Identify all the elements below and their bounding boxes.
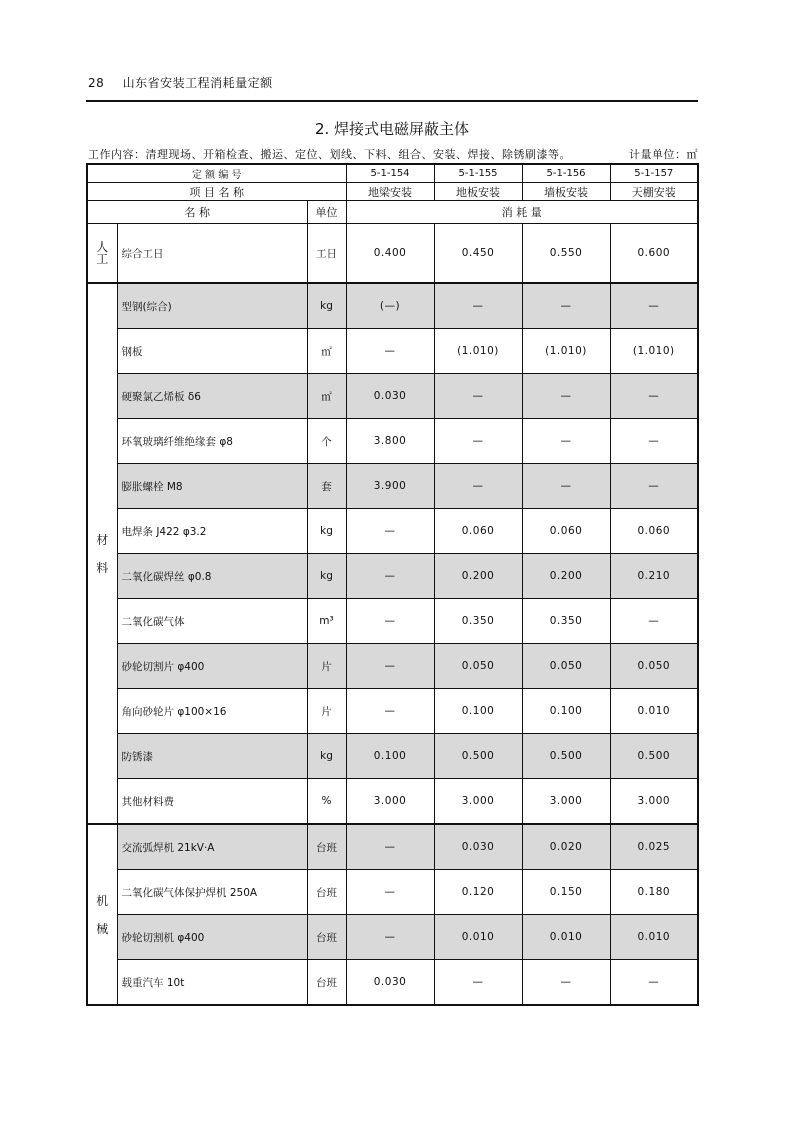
table-row bbox=[87, 599, 698, 644]
consumption-value: 0.030 bbox=[434, 824, 522, 870]
category-material-bottom bbox=[87, 554, 117, 825]
measurement-unit: 计量单位：㎡ bbox=[629, 148, 698, 161]
resource-name: 综合工日 bbox=[117, 224, 307, 284]
consumption-value: — bbox=[346, 509, 434, 554]
consumption-value: 3.000 bbox=[434, 779, 522, 825]
consumption-value: — bbox=[434, 960, 522, 1006]
consumption-value: — bbox=[346, 554, 434, 599]
resource-unit: m³ bbox=[307, 599, 346, 644]
section-title: 2. 焊接式电磁屏蔽主体 bbox=[314, 120, 470, 138]
table-row bbox=[87, 419, 698, 464]
consumption-value: — bbox=[434, 419, 522, 464]
resource-unit: 套 bbox=[307, 464, 346, 509]
consumption-value: (1.010) bbox=[610, 329, 698, 374]
consumption-value: 0.030 bbox=[346, 960, 434, 1006]
table-row bbox=[87, 734, 698, 779]
consumption-value: 0.350 bbox=[434, 599, 522, 644]
column-header-row bbox=[87, 201, 698, 224]
consumption-value: 0.120 bbox=[434, 870, 522, 915]
consumption-value: 0.150 bbox=[522, 870, 610, 915]
item-cell: 地梁安装 bbox=[346, 183, 434, 201]
consumption-value: — bbox=[346, 689, 434, 734]
category-char: 材 bbox=[96, 532, 109, 547]
resource-unit: % bbox=[307, 779, 346, 825]
quota-code-row bbox=[87, 164, 698, 183]
work-content: 工作内容：清理现场、开箱检查、搬运、定位、划线、下料、组合、安装、焊接、除锈刷漆等。 bbox=[88, 148, 571, 161]
table-row bbox=[87, 960, 698, 1006]
resource-name: 其他材料费 bbox=[117, 779, 307, 825]
consumption-value: — bbox=[346, 599, 434, 644]
resource-name: 砂轮切割片 φ400 bbox=[117, 644, 307, 689]
consumption-value: (—) bbox=[346, 283, 434, 329]
consumption-value: — bbox=[434, 374, 522, 419]
code-cell: 5-1-154 bbox=[346, 164, 434, 183]
consumption-value: 0.450 bbox=[434, 224, 522, 284]
category-char: 械 bbox=[96, 921, 109, 936]
consumption-value: 3.900 bbox=[346, 464, 434, 509]
consumption-value: 0.500 bbox=[610, 734, 698, 779]
consumption-value: — bbox=[434, 464, 522, 509]
code-cell: 5-1-155 bbox=[434, 164, 522, 183]
header-rule bbox=[86, 100, 698, 102]
category-char: 料 bbox=[96, 560, 109, 575]
table-row bbox=[87, 554, 698, 599]
consumption-value: 3.000 bbox=[522, 779, 610, 825]
category-labor bbox=[87, 224, 117, 284]
category-material-top bbox=[87, 283, 117, 554]
code-cell: 5-1-157 bbox=[610, 164, 698, 183]
consumption-value: 0.600 bbox=[610, 224, 698, 284]
category-char: 人 bbox=[96, 240, 109, 254]
resource-name: 防锈漆 bbox=[117, 734, 307, 779]
consumption-value: 0.050 bbox=[610, 644, 698, 689]
consumption-value: 3.000 bbox=[610, 779, 698, 825]
consumption-value: 0.500 bbox=[434, 734, 522, 779]
consumption-value: — bbox=[522, 419, 610, 464]
table-row bbox=[87, 870, 698, 915]
consumption-value: — bbox=[610, 464, 698, 509]
quota-table bbox=[86, 163, 699, 1006]
page-number: 28 bbox=[88, 76, 105, 90]
consumption-value: 0.060 bbox=[610, 509, 698, 554]
resource-name: 二氧化碳气体 bbox=[117, 599, 307, 644]
consumption-value: — bbox=[522, 464, 610, 509]
consumption-value: (1.010) bbox=[434, 329, 522, 374]
resource-name: 交流弧焊机 21kV·A bbox=[117, 824, 307, 870]
consumption-value: 0.200 bbox=[434, 554, 522, 599]
item-cell: 地板安装 bbox=[434, 183, 522, 201]
page-header bbox=[88, 74, 698, 91]
consumption-value: — bbox=[346, 824, 434, 870]
table-row bbox=[87, 509, 698, 554]
consumption-value: 0.010 bbox=[434, 915, 522, 960]
consumption-value: — bbox=[346, 870, 434, 915]
resource-unit: 片 bbox=[307, 644, 346, 689]
resource-unit: 台班 bbox=[307, 824, 346, 870]
consumption-value: — bbox=[522, 283, 610, 329]
resource-unit: 台班 bbox=[307, 960, 346, 1006]
consumption-value: 3.800 bbox=[346, 419, 434, 464]
table-row bbox=[87, 644, 698, 689]
name-header: 名 称 bbox=[87, 201, 307, 224]
consumption-value: — bbox=[610, 599, 698, 644]
resource-unit: ㎡ bbox=[307, 329, 346, 374]
consumption-value: 0.400 bbox=[346, 224, 434, 284]
work-content-line bbox=[88, 146, 698, 162]
consumption-value: 0.060 bbox=[434, 509, 522, 554]
category-machine-bottom bbox=[87, 915, 117, 1006]
consumption-value: — bbox=[522, 960, 610, 1006]
consumption-value: 0.200 bbox=[522, 554, 610, 599]
table-row bbox=[87, 329, 698, 374]
quota-code-label: 定 额 编 号 bbox=[87, 164, 346, 183]
consumption-value: — bbox=[346, 644, 434, 689]
item-name-label: 项 目 名 称 bbox=[87, 183, 346, 201]
resource-name: 环氧玻璃纤维绝缘套 φ8 bbox=[117, 419, 307, 464]
item-cell: 墙板安装 bbox=[522, 183, 610, 201]
consumption-value: 0.100 bbox=[434, 689, 522, 734]
resource-unit: kg bbox=[307, 283, 346, 329]
consumption-value: 0.010 bbox=[522, 915, 610, 960]
consumption-value: 0.500 bbox=[522, 734, 610, 779]
consumption-value: — bbox=[434, 283, 522, 329]
consumption-value: 0.010 bbox=[610, 915, 698, 960]
item-name-row bbox=[87, 183, 698, 201]
consumption-value: (1.010) bbox=[522, 329, 610, 374]
consumption-value: 0.025 bbox=[610, 824, 698, 870]
unit-header: 单位 bbox=[307, 201, 346, 224]
table-row bbox=[87, 464, 698, 509]
resource-unit: 台班 bbox=[307, 870, 346, 915]
table-row bbox=[87, 779, 698, 825]
table-row bbox=[87, 283, 698, 329]
consumption-value: 0.050 bbox=[522, 644, 610, 689]
resource-name: 二氧化碳焊丝 φ0.8 bbox=[117, 554, 307, 599]
consumption-value: — bbox=[610, 419, 698, 464]
consumption-value: 0.010 bbox=[610, 689, 698, 734]
consumption-value: — bbox=[610, 374, 698, 419]
resource-unit: ㎡ bbox=[307, 374, 346, 419]
resource-unit: kg bbox=[307, 554, 346, 599]
resource-unit: 台班 bbox=[307, 915, 346, 960]
table-row bbox=[87, 689, 698, 734]
resource-name: 角向砂轮片 φ100×16 bbox=[117, 689, 307, 734]
consumption-value: 3.000 bbox=[346, 779, 434, 825]
consumption-value: 0.100 bbox=[522, 689, 610, 734]
consumption-value: 0.030 bbox=[346, 374, 434, 419]
resource-name: 砂轮切割机 φ400 bbox=[117, 915, 307, 960]
resource-unit: kg bbox=[307, 734, 346, 779]
consumption-value: — bbox=[610, 283, 698, 329]
code-cell: 5-1-156 bbox=[522, 164, 610, 183]
consumption-value: — bbox=[346, 329, 434, 374]
resource-name: 硬聚氯乙烯板 δ6 bbox=[117, 374, 307, 419]
consumption-value: 0.550 bbox=[522, 224, 610, 284]
table-row bbox=[87, 224, 698, 284]
resource-unit: kg bbox=[307, 509, 346, 554]
resource-unit: 工日 bbox=[307, 224, 346, 284]
book-title: 山东省安装工程消耗量定额 bbox=[122, 76, 273, 90]
category-char: 机 bbox=[96, 893, 109, 908]
consumption-header: 消 耗 量 bbox=[346, 201, 698, 224]
consumption-value: — bbox=[346, 915, 434, 960]
resource-unit: 片 bbox=[307, 689, 346, 734]
consumption-value: 0.210 bbox=[610, 554, 698, 599]
resource-unit: 个 bbox=[307, 419, 346, 464]
consumption-value: 0.180 bbox=[610, 870, 698, 915]
category-machine-top bbox=[87, 824, 117, 915]
table-row bbox=[87, 824, 698, 870]
item-cell: 天棚安装 bbox=[610, 183, 698, 201]
table-row bbox=[87, 915, 698, 960]
consumption-value: 0.050 bbox=[434, 644, 522, 689]
consumption-value: 0.020 bbox=[522, 824, 610, 870]
category-char: 工 bbox=[96, 252, 109, 266]
consumption-value: — bbox=[610, 960, 698, 1006]
resource-name: 膨胀螺栓 M8 bbox=[117, 464, 307, 509]
consumption-value: 0.060 bbox=[522, 509, 610, 554]
resource-name: 型钢(综合) bbox=[117, 283, 307, 329]
resource-name: 钢板 bbox=[117, 329, 307, 374]
consumption-value: — bbox=[522, 374, 610, 419]
consumption-value: 0.100 bbox=[346, 734, 434, 779]
table-row bbox=[87, 374, 698, 419]
resource-name: 电焊条 J422 φ3.2 bbox=[117, 509, 307, 554]
resource-name: 载重汽车 10t bbox=[117, 960, 307, 1006]
resource-name: 二氧化碳气体保护焊机 250A bbox=[117, 870, 307, 915]
consumption-value: 0.350 bbox=[522, 599, 610, 644]
